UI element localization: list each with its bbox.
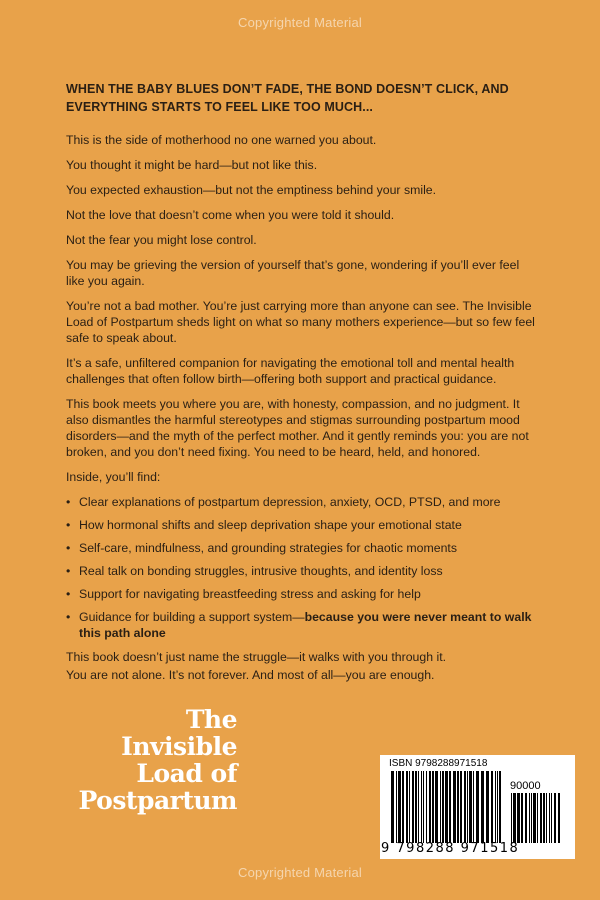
list-item	[66, 586, 536, 602]
logo-line: Load of	[136, 759, 237, 788]
bullet-icon: •	[66, 495, 71, 509]
watermark-top: Copyrighted Material	[238, 15, 362, 30]
list-item-text: How hormonal shifts and sleep deprivation shape your emotional state	[79, 518, 462, 532]
book-title-logo	[62, 706, 237, 814]
back-cover-copy	[66, 80, 536, 692]
paragraph: You expected exhaustion—but not the emptiness behind your smile.	[66, 183, 437, 197]
list-item	[66, 563, 536, 579]
list-item	[66, 517, 536, 533]
bullet-icon: •	[66, 541, 71, 555]
feature-list	[66, 494, 536, 641]
list-item-text: Clear explanations of postpartum depression, anxiety, OCD, PTSD, and more	[79, 495, 501, 509]
isbn-label: ISBN 9798288971518	[389, 758, 488, 769]
paragraph: You’re not a bad mother. You’re just carrying more than anyone can see. The Invisible Load of Postpartum sheds light on what so many mothers experience—but so few feel safe to speak about.	[66, 299, 535, 345]
logo-line: Invisible	[121, 732, 237, 761]
logo-line: Postpartum	[78, 786, 237, 815]
bullet-icon: •	[66, 610, 71, 624]
paragraph: You may be grieving the version of yourself that’s gone, wondering if you’ll ever feel like you again.	[66, 258, 520, 288]
closing-line: You are not alone. It’s not forever. And most of all—you are enough.	[66, 668, 435, 682]
list-item-text: Support for navigating breastfeeding stress and asking for help	[79, 587, 421, 601]
list-item-text: Self-care, mindfulness, and grounding strategies for chaotic moments	[79, 541, 457, 555]
paragraph: Not the love that doesn’t come when you were told it should.	[66, 208, 395, 222]
list-item-emphasis: because you were never meant to walk this path alone	[79, 610, 532, 640]
inside-intro: Inside, you’ll find:	[66, 470, 161, 484]
list-item-text: Guidance for building a support system—	[79, 610, 305, 624]
paragraph: This book meets you where you are, with honesty, compassion, and no judgment. It also dismantles the harmful stereotypes and stigmas surrounding postpartum mood disorders—and the myth of the perfect mother. And it gently reminds you: you are not broken, and you don’t need fixing. You need to be heard, held, and honored.	[66, 397, 529, 459]
watermark-bottom: Copyrighted Material	[238, 865, 362, 880]
headline: WHEN THE BABY BLUES DON’T FADE, THE BOND DOESN’T CLICK, AND EVERYTHING STARTS TO FEEL LIKE TOO MUCH...	[66, 82, 509, 114]
list-item	[66, 540, 536, 556]
bullet-icon: •	[66, 564, 71, 578]
price-code: 90000	[510, 780, 541, 792]
paragraph: Not the fear you might lose control.	[66, 233, 257, 247]
list-item-text: Real talk on bonding struggles, intrusive thoughts, and identity loss	[79, 564, 443, 578]
barcode-addon-bars-icon	[511, 793, 563, 843]
list-item	[66, 609, 536, 641]
bullet-icon: •	[66, 518, 71, 532]
barcode-bars-icon	[391, 771, 503, 843]
bullet-icon: •	[66, 587, 71, 601]
closing-line: This book doesn’t just name the struggle—it walks with you through it.	[66, 650, 447, 664]
paragraph: You thought it might be hard—but not like this.	[66, 158, 318, 172]
isbn-barcode	[380, 755, 575, 859]
logo-line: The	[185, 705, 237, 734]
paragraph: This is the side of motherhood no one warned you about.	[66, 133, 377, 147]
paragraph: It’s a safe, unfiltered companion for navigating the emotional toll and mental health challenges that often follow birth—offering both support and practical guidance.	[66, 356, 515, 386]
list-item	[66, 494, 536, 510]
isbn-digits: 9 798288 971518	[381, 841, 520, 856]
